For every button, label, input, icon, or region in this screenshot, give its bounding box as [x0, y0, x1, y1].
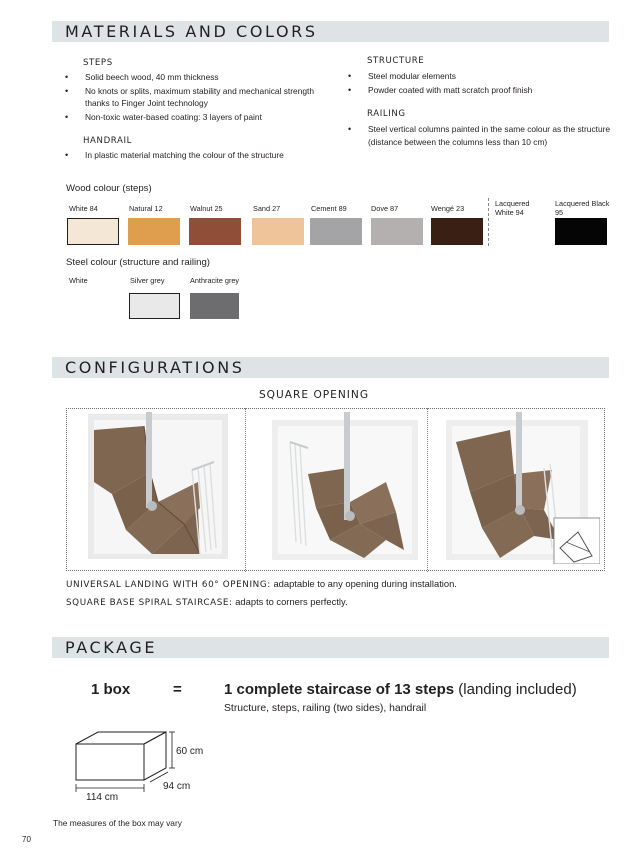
list-item: • No knots or splits, maximum stability and mechanical strength thanks to Finger Joint technology [64, 85, 319, 110]
handrail-list [64, 149, 334, 163]
section-header-configurations [52, 357, 609, 378]
list-item: • Steel modular elements [347, 70, 609, 83]
swatch-label-white-84: White 84 [69, 204, 98, 213]
box-height: 60 cm [176, 746, 204, 757]
config-note-strong: SQUARE BASE SPIRAL STAIRCASE: [66, 598, 233, 608]
config-note-strong: UNIVERSAL LANDING WITH 60° OPENING: [66, 580, 271, 590]
structure-title: STRUCTURE [367, 56, 425, 66]
config-note-square-base [66, 596, 348, 608]
swatch-dove-87[interactable] [371, 218, 423, 245]
list-item: • In plastic material matching the colour of the structure [64, 149, 334, 162]
swatch-label-cement-89: Cement 89 [311, 204, 347, 213]
page-number: 70 [22, 835, 31, 844]
swatch-label-dove-87: Dove 87 [371, 204, 399, 213]
staircase-view-3 [440, 412, 600, 564]
swatch-label-anthracite-grey: Anthracite grey [190, 276, 240, 285]
list-item: • Solid beech wood, 40 mm thickness [64, 71, 319, 84]
handrail-title: HANDRAIL [83, 136, 133, 146]
package-quantity: 1 box [91, 681, 131, 698]
swatch-lacquered-black-95[interactable] [555, 218, 607, 245]
staircase-view-1 [88, 412, 238, 564]
railing-list [347, 123, 612, 149]
config-note-text: adapts to corners perfectly. [235, 596, 348, 607]
wood-colour-label: Wood colour (steps) [66, 183, 152, 194]
package-content-note: (landing included) [458, 681, 577, 698]
swatch-wenge-23[interactable] [431, 218, 483, 245]
swatch-label-white: White [69, 276, 88, 285]
swatch-steel-white[interactable] [67, 293, 118, 319]
box-footnote: The measures of the box may vary [53, 818, 182, 828]
list-item: • Steel vertical columns painted in the same colour as the structure (distance between the columns less than 10 cm) [347, 123, 612, 148]
section-header-materials [52, 21, 609, 42]
package-contents: Structure, steps, railing (two sides), handrail [224, 703, 427, 714]
steps-title: STEPS [83, 58, 113, 68]
swatch-label-natural-12: Natural 12 [129, 204, 163, 213]
list-item: • Powder coated with matt scratch proof finish [347, 84, 609, 97]
swatch-steel-silver-grey[interactable] [129, 293, 180, 319]
lacquered-divider [488, 198, 489, 246]
swatch-label-lacquered-white-94: Lacquered White 94 [495, 199, 530, 217]
config-divider [245, 408, 246, 572]
square-opening-title: SQUARE OPENING [258, 389, 370, 401]
package-equals: = [173, 681, 182, 698]
section-header-package [52, 637, 609, 658]
swatch-sand-27[interactable] [252, 218, 304, 245]
box-icon [66, 726, 176, 806]
staircase-view-2 [268, 412, 423, 564]
package-content [224, 681, 577, 698]
config-note-landing [66, 578, 457, 590]
steps-list [64, 71, 319, 124]
swatch-label-silver-grey: Silver grey [130, 276, 165, 285]
swatch-label-walnut-25: Walnut 25 [190, 204, 223, 213]
config-note-text: adaptable to any opening during installation. [273, 578, 457, 589]
swatch-natural-12[interactable] [128, 218, 180, 245]
box-width: 114 cm [86, 792, 119, 803]
configurations-heading: CONFIGURATIONS [65, 358, 245, 377]
swatch-label-wenge-23: Wengé 23 [431, 204, 465, 213]
swatch-white-84[interactable] [67, 218, 119, 245]
materials-heading: MATERIALS AND COLORS [65, 22, 318, 41]
swatch-label-lacquered-black-95: Lacquered Black 95 [555, 199, 610, 217]
swatch-steel-anthracite-grey[interactable] [190, 293, 239, 319]
swatch-cement-89[interactable] [310, 218, 362, 245]
steel-colour-label: Steel colour (structure and railing) [66, 257, 210, 268]
structure-list [347, 70, 609, 97]
package-heading: PACKAGE [65, 638, 158, 657]
railing-title: RAILING [367, 109, 406, 119]
list-item: • Non-toxic water-based coating: 3 layers of paint [64, 111, 319, 124]
box-depth: 94 cm [163, 781, 191, 792]
swatch-label-sand-27: Sand 27 [253, 204, 281, 213]
config-divider [427, 408, 428, 572]
swatch-lacquered-white-94[interactable] [494, 218, 546, 245]
package-content-strong: 1 complete staircase of 13 steps [224, 681, 455, 698]
swatch-walnut-25[interactable] [189, 218, 241, 245]
